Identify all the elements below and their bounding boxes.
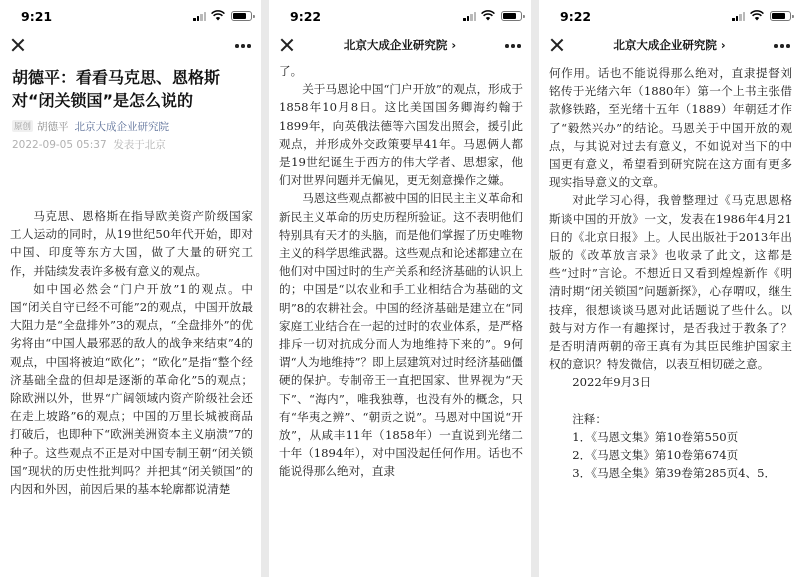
- account-link[interactable]: 北京大成企业研究院: [74, 121, 170, 133]
- paragraph: 关于马恩论中国“门户开放”的观点，形成于1858年10月8日。这比美国国务卿海约翰于1899年，向英俄法德等六国发出照会，援引此观点，并形成外交政策要早41年。马恩俩人都是19世纪诞生于西方的伟大学者、思想家，他们对世界问题并无偏见，更无刻意操作之嫌。: [279, 82, 523, 188]
- status-bar: [0, 0, 261, 30]
- cellular-signal-icon: [732, 12, 746, 21]
- nav-bar: [539, 30, 800, 62]
- nav-bar: [269, 30, 531, 62]
- article-body: [10, 207, 253, 498]
- article-datetime-line: [12, 137, 166, 152]
- status-bar: [269, 0, 531, 30]
- more-options-icon[interactable]: [235, 44, 251, 48]
- paragraph: 马克思、恩格斯在指导欧美资产阶级国家工人运动的同时，从19世纪50年代开始，即对中国、印度等东方大国，做了大量的研究工作，并陆续发表许多极有意义的观点。: [10, 209, 253, 278]
- battery-icon: [770, 11, 791, 21]
- note-item: 3．《马恩全集》第39卷第285页4、5．: [572, 466, 777, 481]
- battery-icon: [501, 11, 522, 21]
- wifi-icon: [481, 10, 495, 21]
- article-meta: [12, 119, 169, 134]
- more-options-icon[interactable]: [505, 44, 521, 48]
- status-time: 9:22: [560, 9, 592, 24]
- note-item: 2．《马恩文集》第10卷第674页: [572, 448, 739, 463]
- status-bar: [539, 0, 800, 30]
- article-body: [549, 64, 792, 482]
- more-options-icon[interactable]: [774, 44, 790, 48]
- wifi-icon: [211, 10, 225, 21]
- publish-datetime: 2022-09-05 05:37: [12, 139, 107, 151]
- paragraph: 了。: [279, 64, 303, 78]
- article-author: 胡德平: [37, 121, 69, 133]
- phone-screen-3[interactable]: [539, 0, 800, 577]
- nav-bar: [0, 30, 261, 62]
- article-date: 2022年9月3日: [572, 375, 652, 390]
- note-item: 1．《马恩文集》第10卷第550页: [572, 429, 739, 444]
- account-title-link[interactable]: 北京大成企业研究院 ›: [343, 38, 457, 52]
- paragraph: 何作用。话也不能说得那么绝对，直隶提督刘铭传于光绪六年（1880年）第一个上书主张借款修铁路，至光绪十五年（1889）年朝廷才作了“毅然兴办”的结论。马恩关于中国开放的观点，与其说对过去有意义，不如说对当下的中国更有意义，希望看到研究院在这方面有更多现实指导意义的文章。: [549, 66, 792, 190]
- cellular-signal-icon: [463, 12, 477, 21]
- article-title: 胡德平：看看马克思、恩格斯对“闭关锁国”是怎么说的: [12, 68, 221, 110]
- close-icon[interactable]: [10, 37, 26, 53]
- wifi-icon: [750, 10, 764, 21]
- paragraph: 对此学习心得，我曾整理过《马克思恩格斯谈中国的开放》一文，发表在1986年4月21日的《北京日报》上。人民出版社于2013年出版的《改革放言录》也收录了此文，这都是些“过时”言论。不想近日又看到煌煌新作《明清时期“闭关锁国”问题新探》，心存喟叹，继生技痒，很想谈谈马恩对此话题说了些什么。以鼓与对方作一有趣探讨，是否我过于教条了？是否明清两朝的帝王真有为其臣民维护国家主权的意识？特发微信，以表互相切磋之意。: [549, 193, 792, 372]
- status-time: 9:22: [290, 9, 322, 24]
- article-body: [279, 62, 523, 481]
- account-title-link[interactable]: 北京大成企业研究院 ›: [613, 38, 726, 52]
- phone-screen-2[interactable]: [269, 0, 531, 577]
- original-tag: 原创: [14, 122, 32, 132]
- battery-icon: [231, 11, 252, 21]
- phone-screen-1[interactable]: [0, 0, 261, 577]
- status-time: 9:21: [21, 9, 53, 24]
- publish-location: 发表于北京: [113, 139, 166, 151]
- notes-label: 注释：: [572, 411, 607, 426]
- paragraph: 马恩这些观点都被中国的旧民主主义革命和新民主义革命的历史历程所验证。这不表明他们特别具有天才的头脑，而是他们掌握了历史唯物主义的科学思维武器。这些观点和论述都建立在他们对中国过时的生产关系和经济基础的认识上的；中国是“以农业和手工业相结合为基础的文明”8的农耕社会。中国的经济基础是建立在“同家庭工业结合在一起的过时的农业体系，是严格排斥一切对抗成分而人为地维持下来的”。9何谓“人为地维持”？即上层建筑对过时经济基础僵硬的保护。专制帝王一直把国家、世界视为“天下”、“海内”，唯我独尊，也没有外的概念，只有“华夷之辨”、“朝贡之说”。马恩对中国说“开放”，从咸丰11年（1858年）一直说到光绪二十年（1894年），对中国没起任何作用。话也不能说得那么绝对，直隶: [279, 191, 523, 479]
- paragraph: 如中国必然会“门户开放”1的观点。中国“闭关自守已经不可能”2的观点，中国开放最大阻力是“全盘排外”3的观点，“全盘排外”的优劣将由“中国人最邪恶的敌人的战争来结束”4的观点，中国将被迫“欧化”；“欧化”是指“整个经济基础全盘的但却是逐渐的革命化”5的观点；除欧洲以外，世界“广阔领域内资产阶级社会还在走上坡路”6的观点；中国的万里长城被商品打破后，也即种下“欧洲美洲资本主义崩溃”7的种子。这些观点不正是对中国专制王朝“闭关锁国”现状的历史性批判吗？并把其“闭关锁国”的内因和外因，前因后果的基本轮廓都说清楚: [10, 281, 253, 497]
- cellular-signal-icon: [193, 12, 207, 21]
